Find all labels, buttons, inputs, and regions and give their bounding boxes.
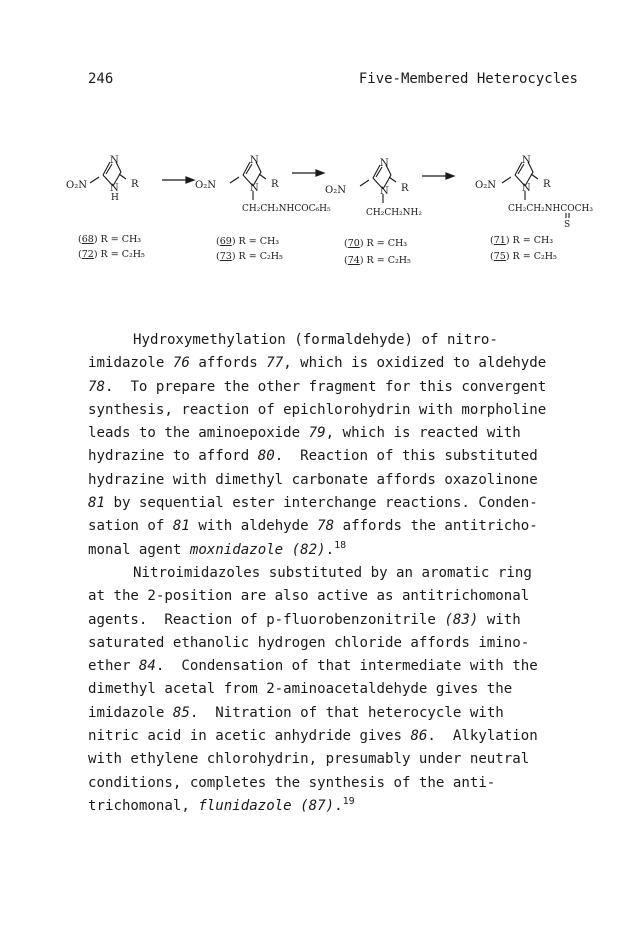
text-line: monal agent moxnidazole (82).$^{18}$	[88, 539, 347, 558]
compound-label-74: (74) R = C₂H₅	[344, 255, 411, 266]
nitro-group-1: O₂N	[66, 180, 87, 191]
reaction-scheme	[40, 138, 610, 278]
text-line: saturated ethanolic hydrogen chloride affords imino-	[88, 634, 530, 651]
page-number: 246	[88, 71, 114, 87]
ring-nitrogen-label: N	[380, 158, 389, 169]
substituent-2: CH₂CH₂NHCOC₆H₅	[242, 204, 331, 214]
n1-nitrogen-label: N	[380, 186, 389, 197]
paragraph-flunidazole	[88, 562, 588, 818]
thio-sulfur-label: S	[564, 220, 571, 230]
n1-nitrogen-label: N	[110, 183, 119, 194]
molecule-70-74	[325, 158, 422, 266]
text-line: hydrazine with dimethyl carbonate affords oxazolinone	[88, 471, 538, 488]
text-line: at the 2-position are also active as antitrichomonal	[88, 588, 530, 605]
compound-label-70: (70) R = CH₃	[344, 238, 408, 249]
reaction-scheme-svg	[40, 138, 610, 278]
n1-nitrogen-label: N	[250, 183, 259, 194]
r-group-1: R	[131, 179, 139, 190]
imidazole-ring-2	[230, 162, 266, 200]
text-line: agents. Reaction of p-fluorobenzonitrile (83) with	[88, 611, 521, 628]
r-group-4: R	[543, 179, 551, 190]
ring-nitrogen-label: N	[522, 155, 531, 166]
ring-nitrogen-label: N	[250, 155, 259, 166]
molecule-69-73	[195, 155, 331, 262]
body-text	[88, 329, 588, 818]
substituent-4: CH₂CH₂NHCOCH₃	[508, 204, 594, 214]
text-line: ether 84. Condensation of that intermediate with the	[88, 658, 538, 675]
text-line: trichomonal, flunidazole (87).$^{19}$	[88, 795, 355, 814]
nitro-group-4: O₂N	[475, 180, 496, 191]
text-line: Hydroxymethylation (formaldehyde) of nitro-	[133, 332, 498, 348]
running-title: Five-Membered Heterocycles	[358, 71, 578, 87]
text-line: with ethylene chlorohydrin, presumably under neutral	[88, 751, 530, 768]
text-line: dimethyl acetal from 2-aminoacetaldehyde gives the	[88, 681, 513, 698]
paragraph-moxnidazole	[88, 329, 588, 562]
nitro-group-3: O₂N	[325, 185, 346, 196]
text-line: imidazole 85. Nitration of that heterocycle with	[88, 704, 504, 721]
running-header	[88, 71, 580, 89]
footnote-ref-19: 19	[342, 795, 355, 807]
compound-label-73: (73) R = C₂H₅	[216, 251, 283, 262]
nitro-group-2: O₂N	[195, 180, 216, 191]
substituent-1: H	[111, 193, 119, 203]
imidazole-ring-1	[90, 162, 126, 186]
imidazole-ring-3	[360, 165, 396, 203]
molecule-68-72	[66, 155, 145, 260]
arrow-2-head	[316, 170, 324, 176]
arrow-3-head	[446, 173, 454, 179]
text-line: synthesis, reaction of epichlorohydrin with morpholine	[88, 401, 547, 418]
n1-nitrogen-label: N	[522, 183, 531, 194]
arrow-1-head	[186, 177, 194, 183]
text-line: hydrazine to afford 80. Reaction of this substituted	[88, 448, 538, 465]
text-line: imidazole 76 affords 77, which is oxidized to aldehyde	[88, 355, 547, 372]
text-line: 78. To prepare the other fragment for this convergent	[88, 378, 547, 395]
compound-label-71: (71) R = CH₃	[490, 235, 554, 246]
substituent-3: CH₂CH₂NH₂	[366, 208, 423, 218]
r-group-3: R	[401, 183, 409, 194]
text-line: 81 by sequential ester interchange reactions. Conden-	[88, 495, 538, 512]
molecule-71-75	[475, 155, 593, 262]
text-line: sation of 81 with aldehyde 78 affords the antitricho-	[88, 518, 538, 535]
text-line: conditions, completes the synthesis of the anti-	[88, 774, 496, 791]
r-group-2: R	[271, 179, 279, 190]
text-line: nitric acid in acetic anhydride gives 86. Alkylation	[88, 728, 538, 745]
compound-label-68: (68) R = CH₃	[78, 234, 142, 245]
ring-nitrogen-label: N	[110, 155, 119, 166]
compound-label-72: (72) R = C₂H₅	[78, 249, 145, 260]
footnote-ref-18: 18	[334, 539, 347, 551]
compound-label-75: (75) R = C₂H₅	[490, 251, 557, 262]
compound-label-69: (69) R = CH₃	[216, 236, 280, 247]
text-line: leads to the aminoepoxide 79, which is reacted with	[88, 425, 521, 442]
text-line: Nitroimidazoles substituted by an aromatic ring	[133, 564, 532, 581]
